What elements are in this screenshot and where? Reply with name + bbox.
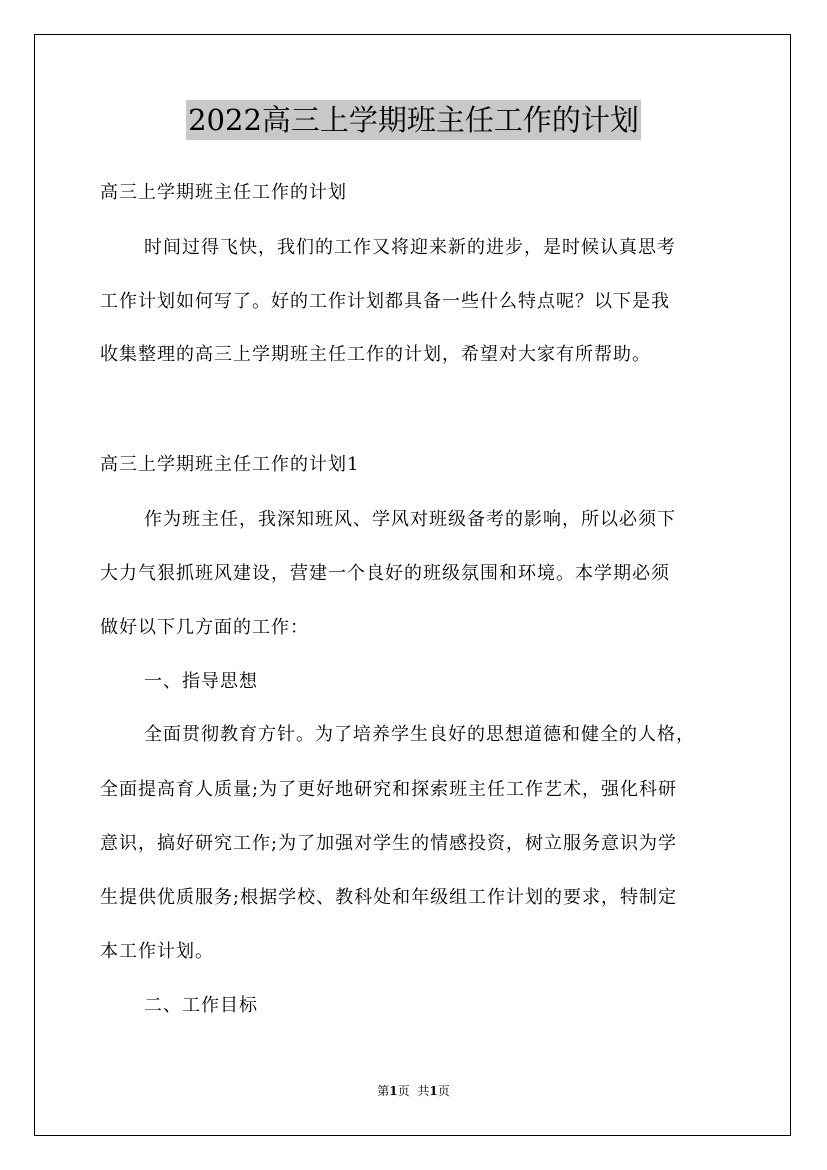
page-prefix: 第 [377, 1084, 390, 1098]
total-pages: 1 [429, 1084, 438, 1098]
page-number: 1 [389, 1084, 398, 1098]
total-prefix: 共 [417, 1084, 430, 1098]
page-suffix: 页 [397, 1084, 410, 1098]
paragraph-line: 时间过得飞快，我们的工作又将迎来新的进步，是时候认真思考 [144, 237, 676, 258]
paragraph-line: 全面贯彻教育方针。为了培养学生良好的思想道德和健全的人格， [144, 724, 695, 745]
paragraph-line: 做好以下几方面的工作： [100, 617, 309, 638]
paragraph-line: 工作计划如何写了。好的工作计划都具备一些什么特点呢？以下是我 [100, 291, 670, 312]
paragraph-line: 本工作计划。 [100, 941, 214, 962]
subsection-heading: 二、工作目标 [144, 995, 258, 1016]
title-wrap [0, 100, 827, 140]
document-title: 2022高三上学期班主任工作的计划 [186, 100, 641, 140]
page-footer [0, 1083, 827, 1099]
paragraph-line: 作为班主任，我深知班风、学风对班级备考的影响，所以必须下 [144, 509, 676, 530]
subsection-heading: 一、指导思想 [144, 671, 258, 692]
paragraph-line: 大力气狠抓班风建设，营建一个良好的班级氛围和环境。本学期必须 [100, 563, 670, 584]
paragraph-line: 收集整理的高三上学期班主任工作的计划，希望对大家有所帮助。 [100, 344, 651, 365]
paragraph-line: 意识，搞好研究工作;为了加强对学生的情感投资，树立服务意识为学 [100, 833, 678, 854]
total-suffix: 页 [437, 1084, 450, 1098]
section-heading: 高三上学期班主任工作的计划 [100, 182, 347, 203]
paragraph-line: 生提供优质服务;根据学校、教科处和年级组工作计划的要求，特制定 [100, 887, 678, 908]
paragraph-line: 全面提高育人质量;为了更好地研究和探索班主任工作艺术，强化科研 [100, 779, 678, 800]
section-heading: 高三上学期班主任工作的计划1 [100, 454, 360, 475]
